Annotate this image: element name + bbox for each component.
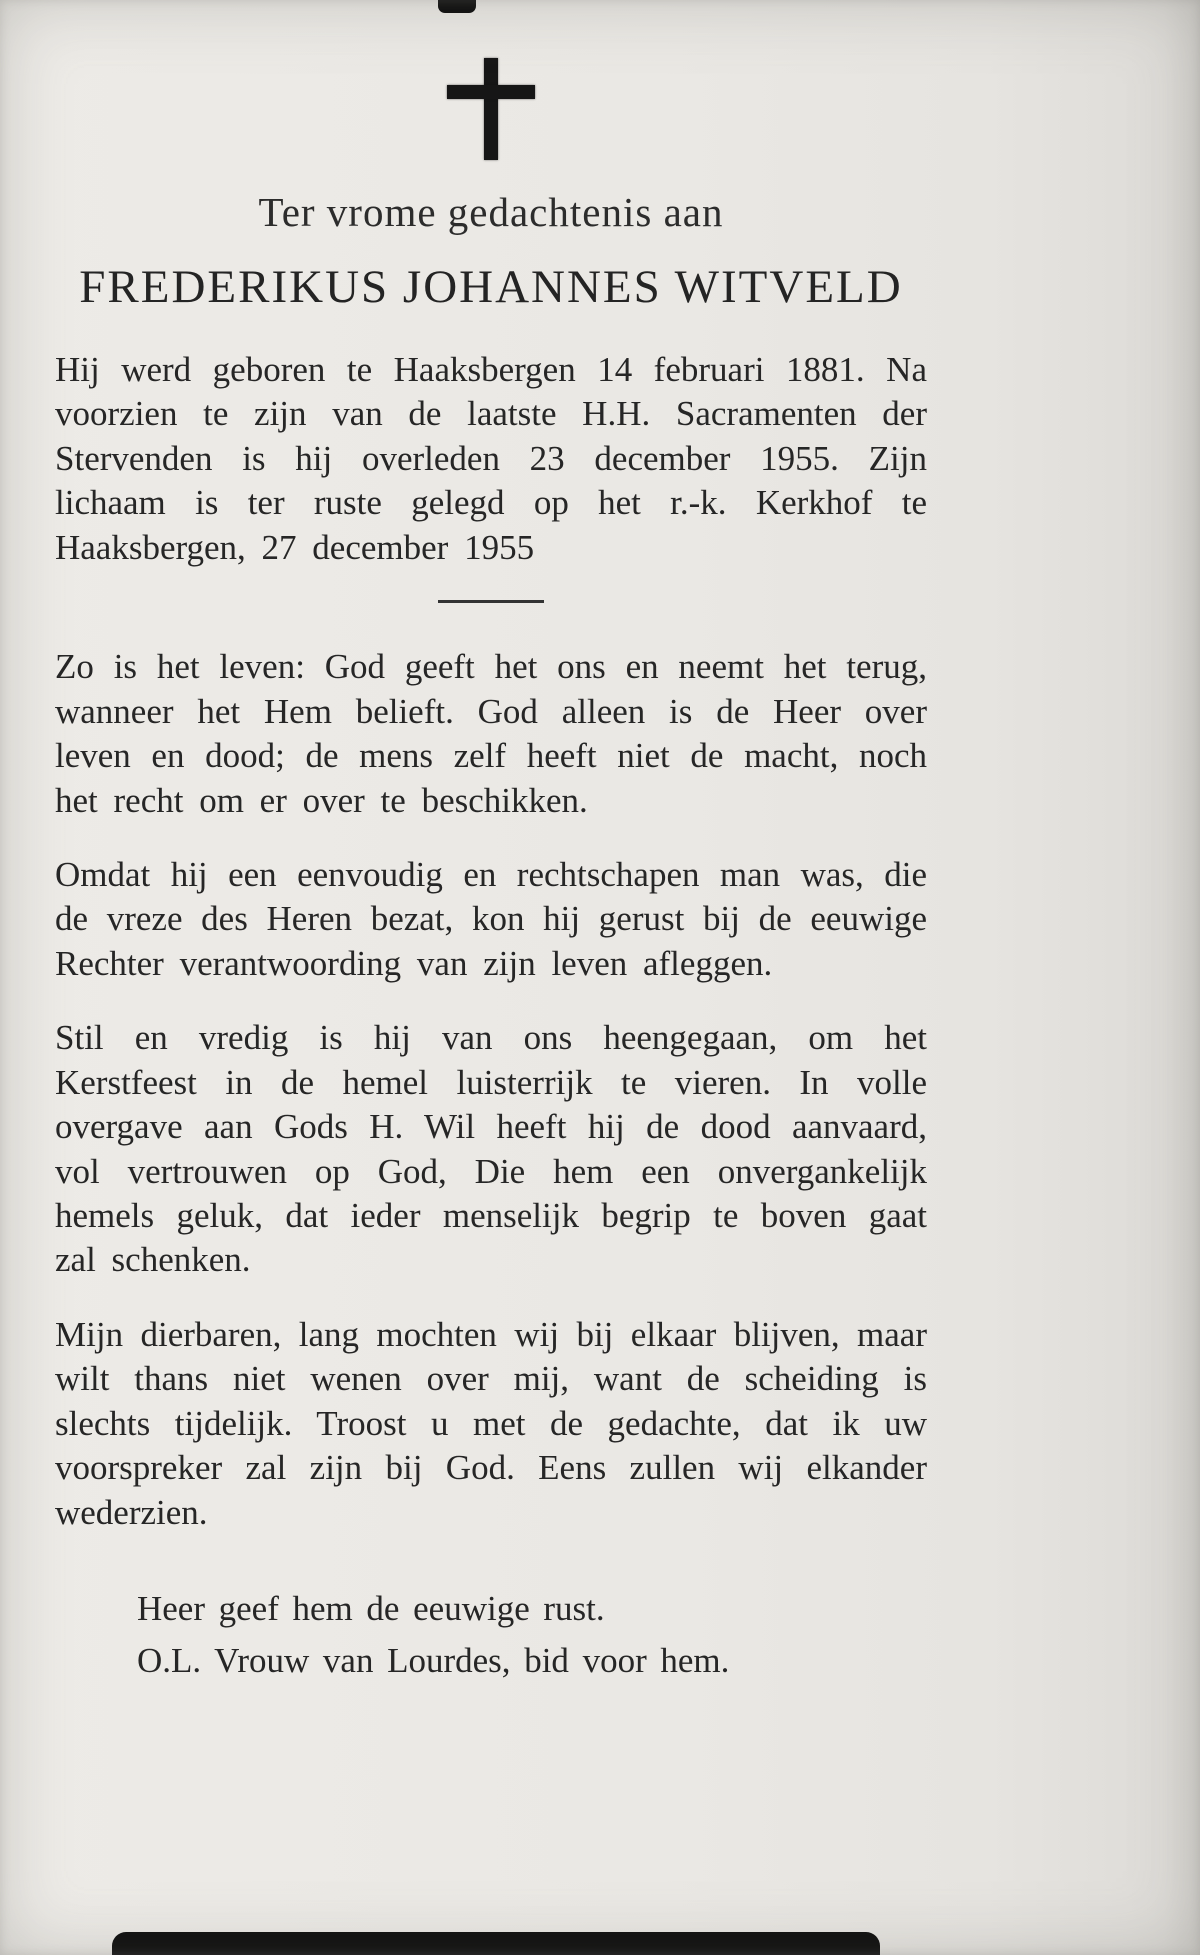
card-content — [55, 58, 927, 1690]
cross-icon — [447, 58, 535, 160]
prayer-lines — [137, 1585, 927, 1686]
prayer-line-1: Heer geef hem de eeuwige rust. — [137, 1589, 605, 1629]
divider-rule — [438, 600, 544, 603]
prayer-line-2: O.L. Vrouw van Lourdes, bid voor hem. — [137, 1641, 730, 1681]
reflection-paragraph-4: Mijn dierbaren, lang mochten wij bij elkaar blijven, maar wilt thans niet wenen over mij, want de scheiding is slechts tijdelijk. Troost u met de gedachte, dat ik uw voorspreker zal zijn bij God. Eens zullen wij elkander wederzien. — [55, 1314, 927, 1532]
reflection-paragraph-1: Zo is het leven: God geeft het ons en neemt het terug, wanneer het Hem belieft. God alleen is de Heer over leven en dood; de mens zelf heeft niet de macht, noch het recht om er over te beschikken. — [55, 647, 927, 820]
scan-artifact-bottom — [112, 1932, 880, 1955]
biography-paragraph: Hij werd geboren te Haaksbergen 14 februari 1881. Na voorzien te zijn van de laatste H.H. Sacramenten der Stervenden is hij overleden 23 december 1955. Zijn lichaam is ter ruste gelegd op het r.-k. Kerkhof te Haaksbergen, 27 december 1955 — [55, 350, 927, 567]
deceased-name: FREDERIKUS JOHANNES WITVELD — [79, 261, 903, 313]
reflection-paragraph-2: Omdat hij een eenvoudig en rechtschapen man was, die de vreze des Heren bezat, kon hij gerust bij de eeuwige Rechter verantwoording van zijn leven afleggen. — [55, 854, 927, 983]
cross-vertical-bar — [484, 58, 498, 160]
cross-horizontal-bar — [447, 85, 535, 99]
memorial-line: Ter vrome gedachtenis aan — [258, 189, 724, 235]
scan-artifact-top — [438, 0, 476, 13]
reflection-paragraph-3: Stil en vredig is hij van ons heengegaan, om het Kerstfeest in de hemel luisterrijk te vieren. In volle overgave aan Gods H. Wil heeft hij de dood aanvaard, vol vertrouwen op God, Die hem een onvergankelijk hemels geluk, dat ieder menselijk begrip te boven gaat zal schenken. — [55, 1018, 927, 1280]
